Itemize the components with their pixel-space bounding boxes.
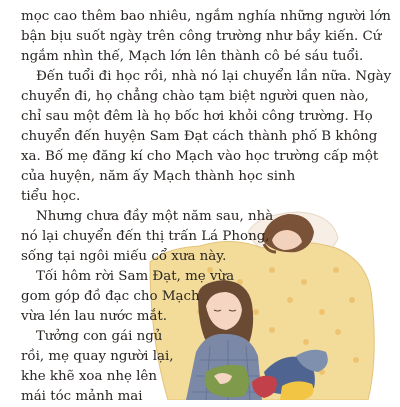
story-line-11: Nhưng chưa đầy một năm sau, nhà (36, 209, 274, 224)
story-line-5: chuyển đi, họ chẳng chào tạm biệt người quen nào, (21, 89, 369, 104)
story-line-19: khe khẽ xoa nhẹ lên (21, 369, 157, 384)
story-line-2: bận bịu suốt ngày trên công trường như bầy kiến. Cứ (21, 29, 382, 44)
story-line-15: gom góp đồ đạc cho Mạch (21, 289, 200, 304)
story-line-7: chuyển đến huyện Sam Đạt cách thành phố B không (21, 129, 378, 144)
story-line-20: mái tóc mảnh mai (21, 389, 143, 404)
story-line-18: rồi, mẹ quay người lại, (21, 349, 174, 364)
story-line-3: ngắm nhìn thế, Mạch lớn lên thành cô bé sáu tuổi. (21, 49, 364, 64)
story-line-4: Đến tuổi đi học rồi, nhà nó lại chuyển lần nữa. Ngày (36, 69, 392, 84)
story-line-13: sống tại ngôi miếu cổ xưa này. (21, 249, 227, 264)
story-line-10: tiểu học. (21, 189, 81, 204)
story-line-6: chỉ sau một đêm là họ bốc hơi khỏi công trường. Họ (21, 109, 373, 124)
story-line-1: mọc cao thêm bao nhiêu, ngắm nghía những người lớn (21, 9, 391, 24)
story-line-16: vừa lén lau nước mắt. (21, 309, 168, 324)
story-line-9: của huyện, năm ấy Mạch thành học sinh (21, 169, 296, 184)
story-line-12: nó lại chuyển đến thị trấn Lá Phong, (21, 229, 270, 244)
story-line-17: Tưởng con gái ngủ (36, 329, 163, 344)
story-line-14: Tối hôm rời Sam Đạt, mẹ vừa (36, 269, 235, 284)
story-line-8: xa. Bố mẹ đăng kí cho Mạch vào học trường cấp một (21, 149, 379, 164)
